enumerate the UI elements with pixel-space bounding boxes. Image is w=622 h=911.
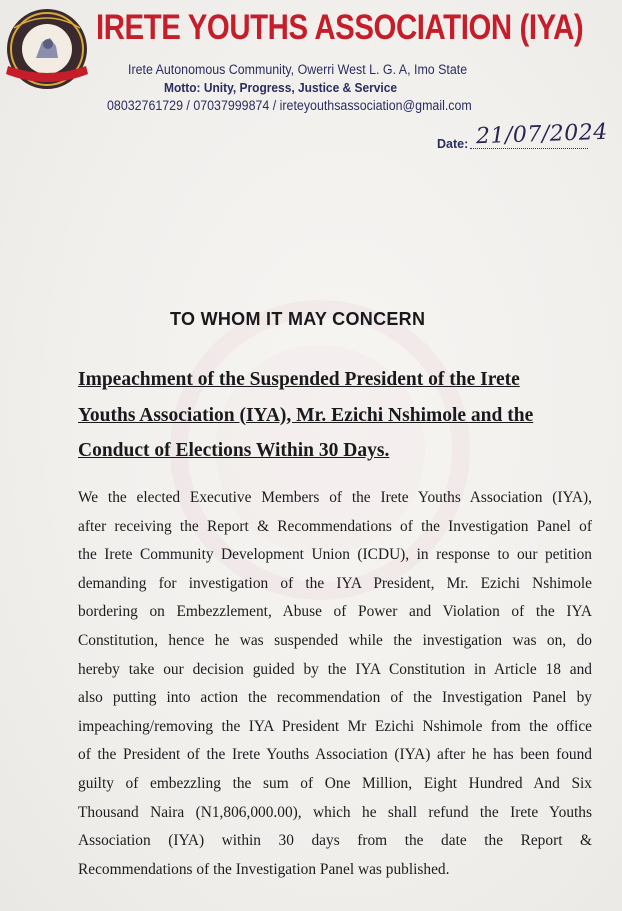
body-line: Association (IYA) within 30 days from the date the Report & <box>78 832 592 850</box>
organization-contact: 08032761729 / 07037999874 / ireteyouthsassociation@gmail.com <box>107 98 472 113</box>
organization-address: Irete Autonomous Community, Owerri West L. G. A, Imo State <box>128 62 468 77</box>
organization-motto: Motto: Unity, Progress, Justice & Service <box>164 80 398 95</box>
organization-name: IRETE YOUTHS ASSOCIATION (IYA) <box>96 8 584 47</box>
body-line: guilty of embezzling the sum of One Million, Eight Hundred And Six <box>78 774 592 792</box>
letter-subject <box>78 362 580 469</box>
letter-heading: TO WHOM IT MAY CONCERN <box>170 309 426 329</box>
letter-body <box>78 484 592 884</box>
body-line: impeaching/removing the IYA President Mr Ezichi Nshimole from the office <box>78 717 592 735</box>
body-line: hereby take our decision guided by the IYA Constitution in Article 18 and <box>78 660 592 678</box>
body-line: Constitution, hence he was suspended while the investigation was on, do <box>78 631 592 649</box>
body-line: We the elected Executive Members of the Irete Youths Association (IYA), <box>78 489 592 506</box>
association-seal-icon <box>4 6 90 92</box>
body-line: Recommendations of the Investigation Panel was published. <box>78 860 450 878</box>
body-line: demanding for investigation of the IYA President, Mr. Ezichi Nshimole <box>78 574 592 592</box>
body-line: of the President of the Irete Youths Association (IYA) after he has been found <box>78 746 592 764</box>
body-line: Thousand Naira (N1,806,000.00), which he shall refund the Irete Youths <box>78 803 592 821</box>
subject-line: Youths Association (IYA), Mr. Ezichi Nshimole and the <box>78 404 534 426</box>
body-line: also putting into action the recommendation of the Investigation Panel by <box>78 689 592 707</box>
handwritten-date: 21/07/2024 <box>475 119 609 150</box>
body-line: the Irete Community Development Union (ICDU), in response to our petition <box>78 546 592 564</box>
body-line: after receiving the Report & Recommendations of the Investigation Panel of <box>78 517 592 535</box>
body-line: bordering on Embezzlement, Abuse of Power and Violation of the IYA <box>78 603 592 621</box>
date-label: Date: <box>437 137 469 151</box>
subject-line: Conduct of Elections Within 30 Days. <box>78 440 390 461</box>
subject-line: Impeachment of the Suspended President of the Irete <box>78 369 520 390</box>
